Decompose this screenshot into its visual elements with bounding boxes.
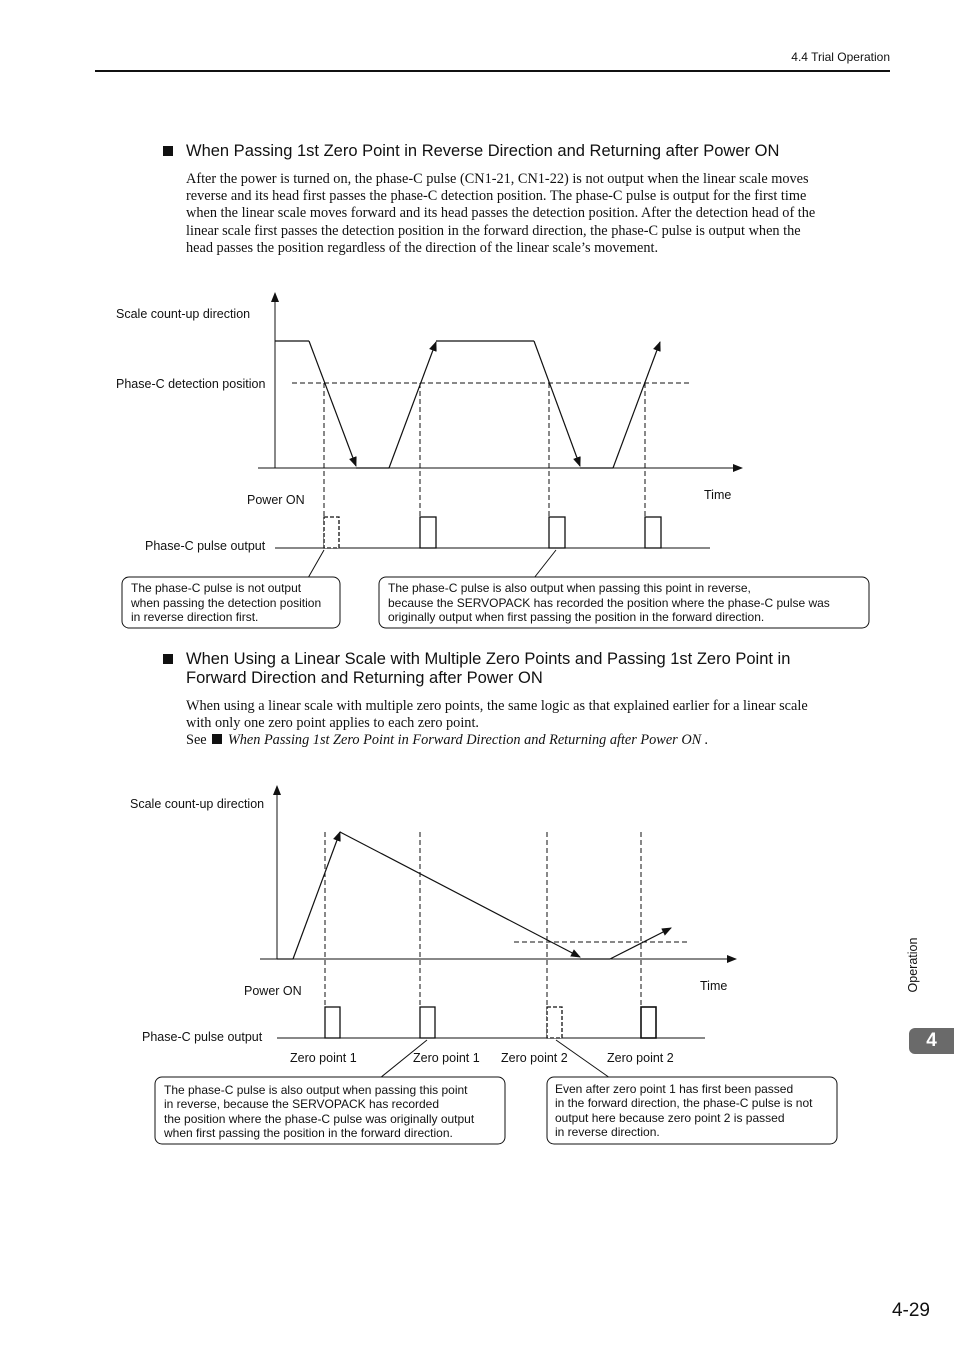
- page-number: 4-29: [891, 1300, 930, 1321]
- section1-heading-text: When Passing 1st Zero Point in Reverse Direction and Returning after Power ON: [186, 142, 780, 160]
- time-label: Time: [700, 979, 728, 993]
- time-label: Time: [704, 488, 732, 502]
- note-line: in reverse direction first.: [131, 610, 259, 624]
- note-line: The phase-C pulse is also output when passing this point in reverse,: [388, 581, 751, 595]
- zero-point-label: Zero point 2: [607, 1051, 674, 1065]
- pulse-output: [641, 1007, 656, 1038]
- note-line: when passing the detection position: [131, 596, 322, 610]
- power-on-label: Power ON: [247, 493, 305, 507]
- y-axis-label: Scale count-up direction: [130, 797, 265, 811]
- note-line: in reverse, because the SERVOPACK has recorded: [164, 1097, 440, 1111]
- section1-body: [186, 171, 896, 257]
- callout-leader: [308, 550, 324, 578]
- square-bullet-icon: [163, 146, 173, 156]
- callout-leader: [534, 550, 556, 578]
- note-line: output here because zero point 2 is passed: [555, 1111, 785, 1125]
- note-line: the position where the phase-C pulse was originally output: [164, 1112, 475, 1126]
- note-line: Even after zero point 1 has first been passed: [555, 1082, 794, 1096]
- running-header: 4.4 Trial Operation: [791, 50, 890, 64]
- body-line: with only one zero point applies to each zero point.: [186, 715, 480, 732]
- body-line: when the linear scale moves forward and its head passes the detection position. After the detection head of the: [186, 205, 816, 222]
- pulse-not-output: [324, 517, 339, 548]
- note-line: The phase-C pulse is also output when passing this point: [164, 1083, 468, 1097]
- body-line: When using a linear scale with multiple zero points, the same logic as that explained earlier for a linear scale: [186, 698, 808, 714]
- see-suffix: .: [704, 732, 709, 749]
- see-prefix: See: [186, 732, 207, 749]
- detection-label: Phase-C detection position: [116, 377, 266, 391]
- body-line: reverse and its head first passes the phase-C detection position. The phase-C pulse is output for the first time: [186, 188, 807, 205]
- pulse-output: [325, 1007, 340, 1038]
- section2-heading-line: When Using a Linear Scale with Multiple Zero Points and Passing 1st Zero Point in: [186, 650, 791, 668]
- body-line: linear scale first passes the detection position in the forward direction, the phase-C pulse is output when the: [186, 222, 801, 239]
- chapter-side-label: Operation: [906, 937, 920, 993]
- section2-body: [186, 698, 896, 750]
- diagram2-timing-chart: [0, 780, 954, 1150]
- see-link[interactable]: When Passing 1st Zero Point in Forward Direction and Returning after Power ON: [227, 732, 702, 749]
- crossing-guides: [325, 832, 641, 1038]
- power-on-label: Power ON: [244, 984, 302, 998]
- zero-point-label: Zero point 1: [290, 1051, 357, 1065]
- section2-heading: [186, 650, 790, 688]
- crossing-guides: [324, 383, 645, 548]
- scale-trajectory: [275, 341, 660, 468]
- pulse-output: [420, 517, 436, 548]
- pulse-output: [549, 517, 565, 548]
- note-line: originally output when first passing the position in the forward direction.: [388, 610, 765, 624]
- chapter-tab[interactable]: 4: [909, 1028, 954, 1054]
- note-line: because the SERVOPACK has recorded the position where the phase-C pulse was: [388, 596, 830, 610]
- pulse-label: Phase-C pulse output: [145, 539, 266, 553]
- header-rule: [95, 70, 890, 72]
- square-bullet-icon: [212, 734, 222, 744]
- note-line: when first passing the position in the forward direction.: [164, 1126, 453, 1140]
- zero-point-label: Zero point 2: [501, 1051, 568, 1065]
- diagram1-timing-chart: [0, 285, 954, 635]
- note-line: The phase-C pulse is not output: [131, 581, 302, 595]
- body-line: After the power is turned on, the phase-C pulse (CN1-21, CN1-22) is not output when the linear scale moves: [186, 171, 809, 187]
- section2-heading-line: Forward Direction and Returning after Power ON: [186, 669, 543, 687]
- pulse-label: Phase-C pulse output: [142, 1030, 263, 1044]
- pulse-output: [645, 517, 661, 548]
- pulse-not-output: [547, 1007, 562, 1038]
- note-line: in reverse direction.: [555, 1125, 660, 1139]
- scale-trajectory: [277, 832, 671, 959]
- y-axis-label: Scale count-up direction: [116, 307, 251, 321]
- body-line: head passes the position regardless of the direction of the linear scale’s movement.: [186, 239, 659, 256]
- note-line: in the forward direction, the phase-C pulse is not: [555, 1096, 813, 1110]
- section1-heading: [186, 142, 779, 161]
- zero-point-label: Zero point 1: [413, 1051, 480, 1065]
- pulse-output: [420, 1007, 435, 1038]
- see-reference: [186, 732, 896, 749]
- square-bullet-icon: [163, 654, 173, 664]
